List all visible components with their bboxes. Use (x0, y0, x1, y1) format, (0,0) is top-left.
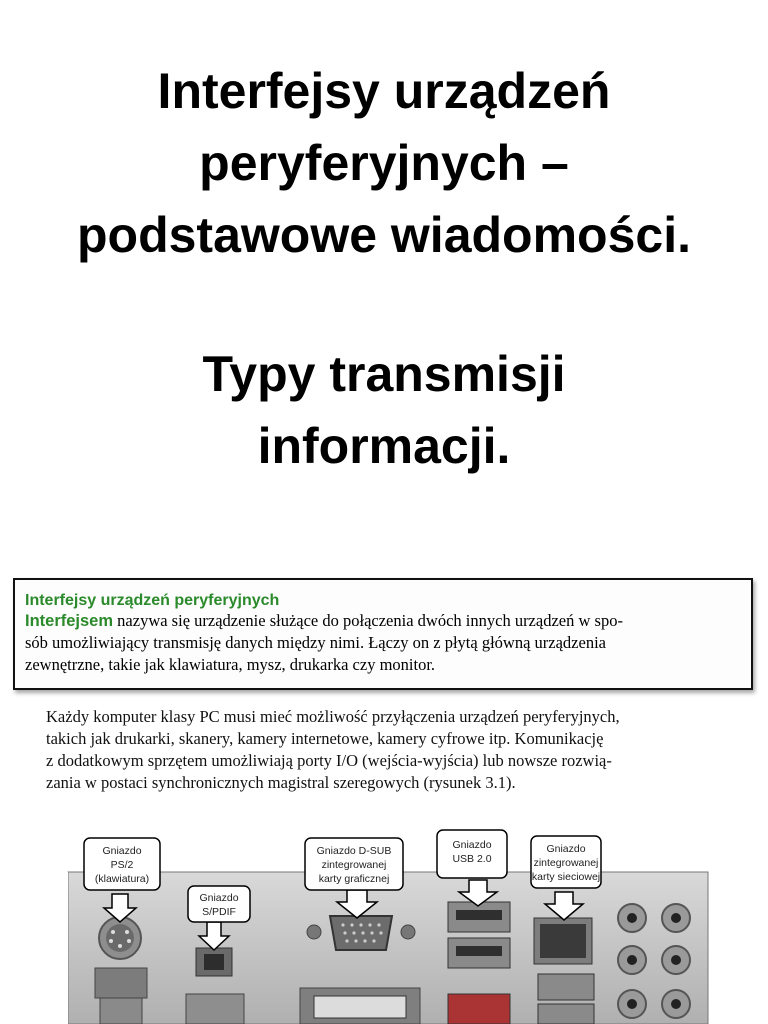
usb-ports (448, 902, 510, 1024)
subtitle-line: Typy transmisji (202, 346, 566, 402)
callout-dsub-line2: zintegrowanej (321, 859, 387, 871)
callout-lan-line1: Gniazdo (546, 843, 586, 855)
definition-line: sób umożliwiający transmisję danych między nimi. Łączy on z płytą główną urządzenia (25, 633, 606, 652)
title-line: Interfejsy urządzeń (157, 63, 611, 119)
callout-dsub-line3: karty graficznej (318, 873, 390, 885)
definition-heading: Interfejsy urządzeń peryferyjnych (25, 592, 280, 609)
title-line: peryferyjnych – (199, 135, 569, 191)
title-line: podstawowe wiadomości. (77, 207, 691, 263)
io-panel-photo (0, 828, 768, 1024)
callout-lan-line3: karty sieciowej (531, 871, 601, 883)
page-title (0, 55, 768, 271)
callout-usb-line1: Gniazdo (452, 839, 492, 851)
callout-usb-line2: USB 2.0 (452, 853, 492, 865)
paragraph-line: takich jak drukarki, skanery, kamery internetowe, kamery cyfrowe itp. Komunikację (46, 729, 604, 748)
paragraph-line: z dodatkowym sprzętem umożliwiają porty I/O (wejścia-wyjścia) lub nowsze rozwią- (46, 751, 612, 770)
callout-ps2-line2: PS/2 (110, 859, 134, 871)
paragraph-line: Każdy komputer klasy PC musi mieć możliwość przyłączenia urządzeń peryferyjnych, (46, 707, 620, 726)
definition-box (13, 578, 753, 690)
definition-line (25, 610, 741, 632)
callout-ps2-line1: Gniazdo (102, 845, 142, 857)
page-subtitle (0, 338, 768, 482)
definition-term: Interfejsem (25, 612, 114, 630)
callout-spdif-line2: S/PDIF (202, 906, 236, 918)
definition-line: zewnętrzne, takie jak klawiatura, mysz, drukarka czy monitor. (25, 655, 436, 674)
definition-text: nazywa się urządzenie służące do połączenia dwóch innych urządzeń w spo- (113, 611, 623, 630)
callout-dsub-line1: Gniazdo D-SUB (316, 845, 392, 857)
body-paragraph (46, 706, 736, 794)
callout-ps2-line3: (klawiatura) (94, 873, 150, 885)
ps2-port (95, 917, 147, 1024)
callout-spdif-line1: Gniazdo (199, 892, 239, 904)
paragraph-line: zania w postaci synchronicznych magistral szeregowych (rysunek 3.1). (46, 773, 516, 792)
subtitle-line: informacji. (257, 418, 511, 474)
callout-lan-line2: zintegrowanej (533, 857, 599, 869)
